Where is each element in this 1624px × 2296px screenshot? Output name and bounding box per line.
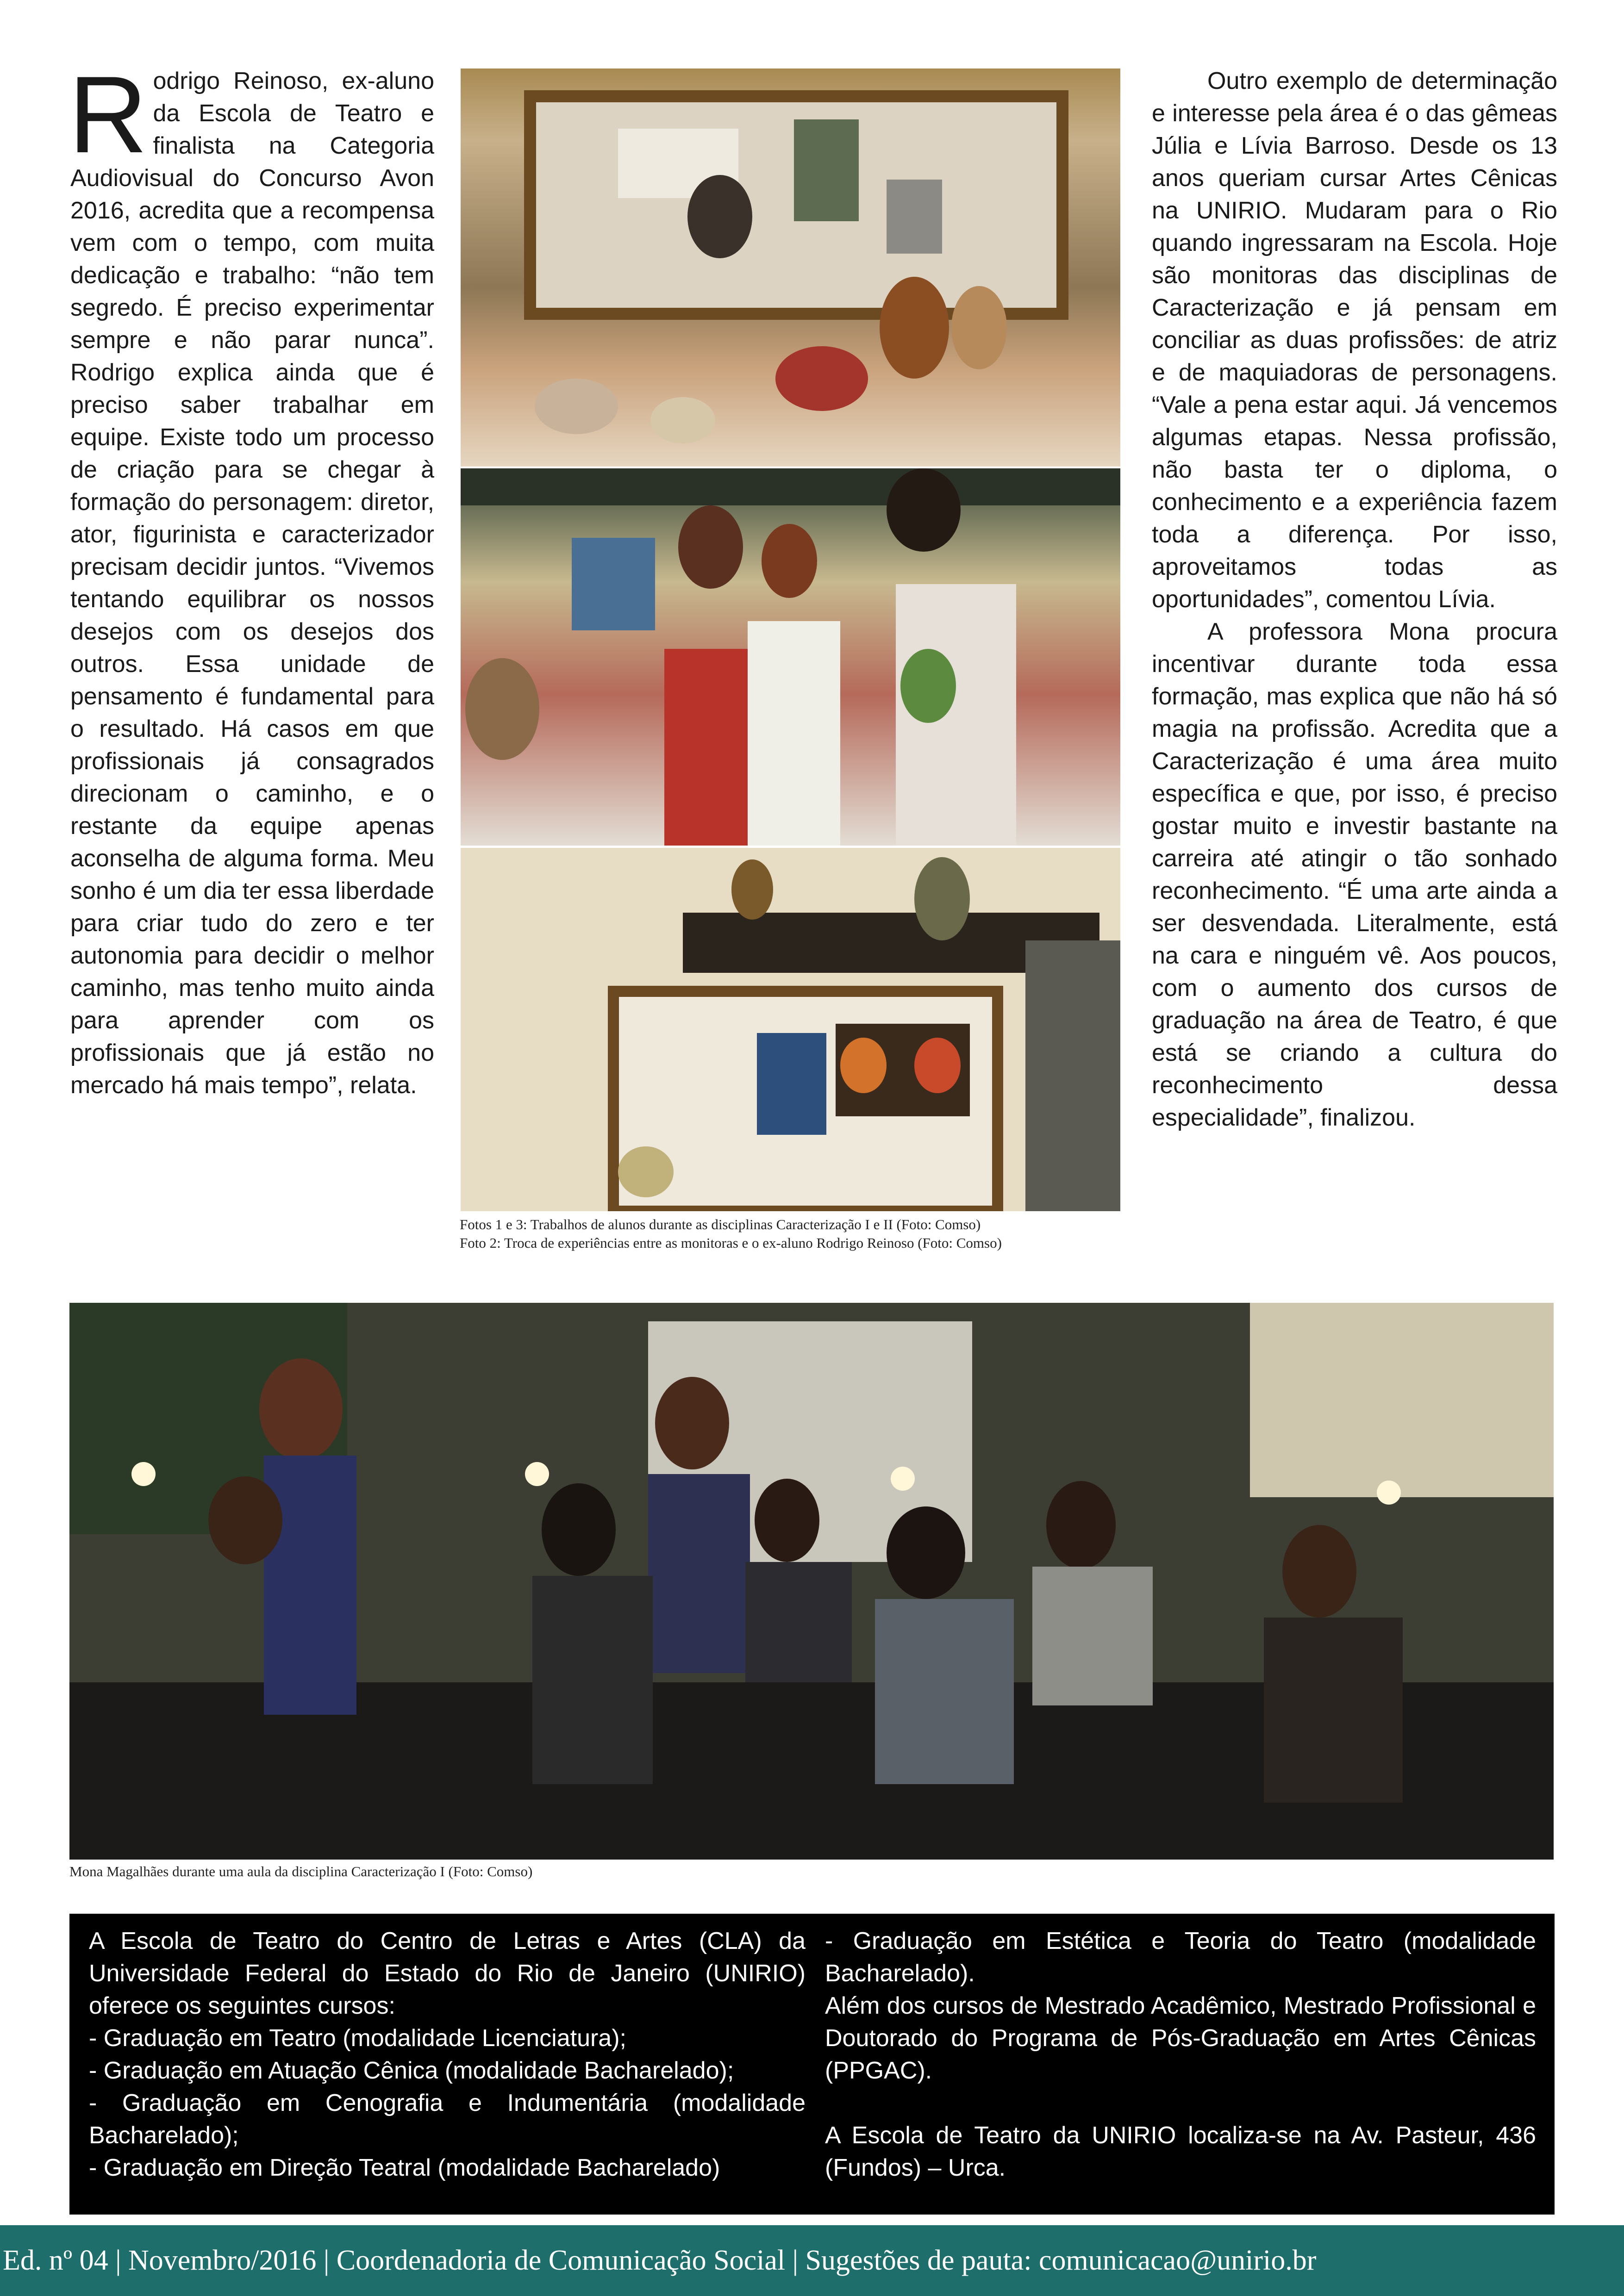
- courses-info-box: [69, 1914, 1555, 2215]
- main-photo-caption: Mona Magalhães durante uma aula da disciplina Caracterização I (Foto: Comso): [69, 1863, 533, 1879]
- info-line: - Graduação em Atuação Cênica (modalidade Bacharelado);: [89, 2057, 734, 2084]
- info-line: Além dos cursos de Mestrado Acadêmico, Mestrado Profissional e Doutorado do Programa de Pós-Graduação em Artes Cênicas (PPGAC).: [825, 1992, 1536, 2084]
- info-line: A Escola de Teatro do Centro de Letras e Artes (CLA) da Universidade Federal do Estado do Rio de Janeiro (UNIRIO) oferece os seguintes cursos:: [89, 1928, 806, 2019]
- info-line: - Graduação em Teatro (modalidade Licenciatura);: [89, 2025, 626, 2052]
- info-line: - Graduação em Estética e Teoria do Teatro (modalidade Bacharelado).: [825, 1928, 1536, 1987]
- photo-masks-display: [461, 68, 1120, 467]
- left-article-column: [69, 54, 434, 1101]
- photo-masks-mirror: [461, 848, 1120, 1211]
- info-box-right-column: [825, 1925, 1536, 2184]
- info-line: A Escola de Teatro da UNIRIO localiza-se na Av. Pasteur, 436 (Fundos) – Urca.: [825, 2122, 1536, 2181]
- info-line: - Graduação em Direção Teatral (modalidade Bacharelado): [89, 2154, 720, 2181]
- right-article-column: [1152, 65, 1557, 1134]
- info-box-left-column: [89, 1925, 806, 2184]
- photo-monitors-workshop: [461, 468, 1120, 846]
- footer-bar: Ed. nº 04 | Novembro/2016 | Coordenadoria de Comunicação Social | Sugestões de pauta: comunicacao@unirio.br: [0, 2225, 1624, 2296]
- right-article-paragraph-2: A professora Mona procura incentivar durante toda essa formação, mas explica que não há só magia na profissão. Acredita que a Caracterização é uma área muito específica e que, por isso, é preciso gostar muito e investir bastante na carreira até atingir o tão sonhado reconhecimento. “É uma arte ainda a ser desvendada. Literalmente, está na cara e ninguém vê. Aos poucos, com o aumento dos cursos de graduação na área de Teatro, é que está se criando a cultura do reconhecimento dessa especialidade”, finalizou.: [1152, 618, 1557, 1131]
- photo-stack-caption: [460, 1215, 1136, 1252]
- caption-line-2: Foto 2: Troca de experiências entre as monitoras e o ex-aluno Rodrigo Reinoso (Foto: Comso): [460, 1235, 1002, 1251]
- caption-line-1: Fotos 1 e 3: Trabalhos de alunos durante as disciplinas Caracterização I e II (Foto: Comso): [460, 1216, 981, 1232]
- drop-cap: R: [69, 54, 148, 176]
- photo-class-makeup: [69, 1303, 1554, 1860]
- right-article-paragraph-1: Outro exemplo de determinação e interesse pela área é o das gêmeas Júlia e Lívia Barroso. Desde os 13 anos queriam cursar Artes Cênicas na UNIRIO. Mudaram para o Rio quando ingressaram na Escola. Hoje são monitoras das disciplinas de Caracterização e já pensam em conciliar as duas profissões: de atriz e de maquiadoras de personagens. “Vale a pena estar aqui. Já vencemos algumas etapas. Nessa profissão, não basta ter o diploma, o conhecimento e a experiência fazem toda a diferença. Por isso, aproveitamos todas as oportunidades”, comentou Lívia.: [1152, 68, 1557, 613]
- left-article-text: odrigo Reinoso, ex-aluno da Escola de Teatro e finalista na Categoria Audiovisual do Concurso Avon 2016, acredita que a recompensa vem com o tempo, com muita dedicação e trabalho: “não tem segredo. É preciso experimentar sempre e não parar nunca”. Rodrigo explica ainda que é preciso saber trabalhar em equipe. Existe todo um processo de criação para se chegar à formação do personagem: diretor, ator, figurinista e caracterizador precisam decidir juntos. “Vivemos tentando equilibrar os nossos desejos com os desejos dos outros. Essa unidade de pensamento é fundamental para o resultado. Há casos em que profissionais já consagrados direcionam o caminho, e o restante da equipe apenas aconselha de alguma forma. Meu sonho é um dia ter essa liberdade para criar tudo do zero e ter autonomia para decidir o melhor caminho, mas tenho muito ainda para aprender com os profissionais que já estão no mercado há mais tempo”, relata.: [70, 68, 434, 1099]
- info-line: - Graduação em Cenografia e Indumentária (modalidade Bacharelado);: [89, 2090, 806, 2149]
- info-spacer: [825, 2087, 1536, 2119]
